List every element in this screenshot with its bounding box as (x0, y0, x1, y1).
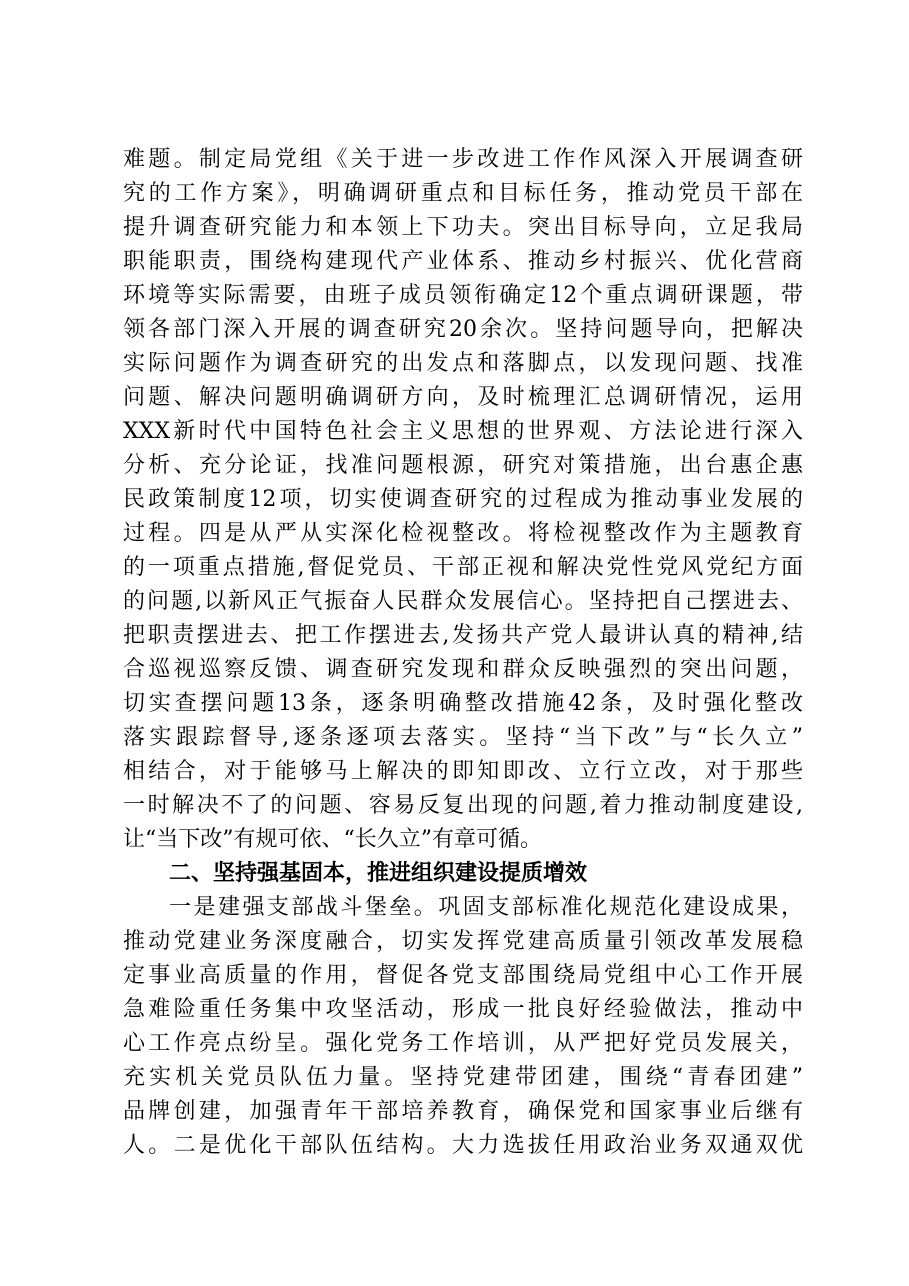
text-line-6: 领各部门深入开展的调查研究20余次。坚持问题导向，把解决 (123, 317, 803, 342)
text-line-3: 提升调查研究能力和本领上下功夫。突出目标导向，立足我局 (123, 215, 803, 240)
text-line-15: 把职责摆进去、把工作摆进去,发扬共产党人最讲认真的精神,结 (123, 623, 803, 648)
text-line-5: 环境等实际需要，由班子成员领衔确定12个重点调研课题，带 (123, 283, 803, 308)
document-body (123, 143, 803, 1163)
text-line-19: 相结合，对于能够马上解决的即知即改、立行立改，对于那些 (123, 759, 803, 784)
paragraph-line-4: 急难险重任务集中攻坚活动，形成一批良好经验做法，推动中 (123, 997, 803, 1022)
text-line-4: 职能职责，围绕构建现代产业体系、推动乡村振兴、优化营商 (123, 249, 803, 274)
paragraph-line-6: 充实机关党员队伍力量。坚持党建带团建，围绕“青春团建” (123, 1065, 803, 1090)
text-line-8: 问题、解决问题明确调研方向，及时梳理汇总调研情况，运用 (123, 385, 803, 410)
text-line-11: 民政策制度12项，切实使调查研究的过程成为推动事业发展的 (123, 487, 803, 512)
text-line-12: 过程。四是从严从实深化检视整改。将检视整改作为主题教育 (123, 521, 803, 546)
paragraph-line-8: 人。二是优化干部队伍结构。大力选拔任用政治业务双通双优 (123, 1133, 803, 1158)
text-line-18: 落实跟踪督导,逐条逐项去落实。坚持“当下改”与“长久立” (123, 725, 803, 750)
paragraph-line-5: 心工作亮点纷呈。强化党务工作培训，从严把好党员发展关， (123, 1031, 803, 1056)
paragraph-line-7: 品牌创建，加强青年干部培养教育，确保党和国家事业后继有 (123, 1099, 803, 1124)
paragraph-line-3: 定事业高质量的作用，督促各党支部围绕局党组中心工作开展 (123, 963, 803, 988)
text-line-13: 的一项重点措施,督促党员、干部正视和解决党性党风党纪方面 (123, 555, 803, 580)
text-line-14: 的问题,以新风正气振奋人民群众发展信心。坚持把自己摆进去、 (123, 589, 803, 614)
text-line-1: 难题。制定局党组《关于进一步改进工作作风深入开展调查研 (123, 147, 803, 172)
paragraph-line-2: 推动党建业务深度融合，切实发挥党建高质量引领改革发展稳 (123, 929, 803, 954)
section-heading: 二、坚持强基固本，推进组织建设提质增效 (169, 861, 588, 886)
text-line-21: 让“当下改”有规可依、“长久立”有章可循。 (123, 827, 542, 852)
text-line-20: 一时解决不了的问题、容易反复出现的问题,着力推动制度建设, (123, 793, 803, 818)
text-line-16: 合巡视巡察反馈、调查研究发现和群众反映强烈的突出问题， (123, 657, 803, 682)
text-line-7: 实际问题作为调查研究的出发点和落脚点，以发现问题、找准 (123, 351, 803, 376)
text-line-10: 分析、充分论证，找准问题根源，研究对策措施，出台惠企惠 (123, 453, 803, 478)
paragraph-line-1: 一是建强支部战斗堡垒。巩固支部标准化规范化建设成果， (169, 895, 803, 920)
text-line-9: XXX新时代中国特色社会主义思想的世界观、方法论进行深入 (123, 419, 803, 444)
text-line-17: 切实查摆问题13条，逐条明确整改措施42条，及时强化整改 (123, 691, 803, 716)
text-line-2: 究的工作方案》，明确调研重点和目标任务，推动党员干部在 (123, 181, 803, 206)
